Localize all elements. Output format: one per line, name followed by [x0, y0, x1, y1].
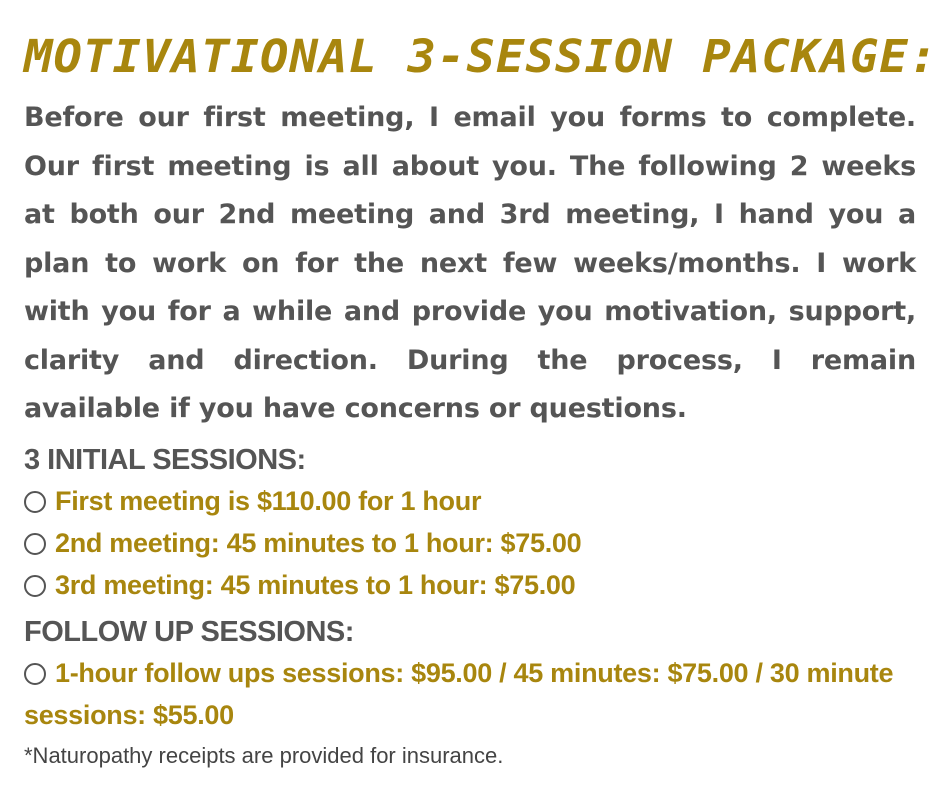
intro-paragraph: Before our first meeting, I email you forms to complete. Our first meeting is all about you. The following 2 weeks at both our 2nd meeting and 3rd meeting, I hand you a plan to work on for the next few weeks/months. I work with you for a while and provide you motivation, support, clarity and direction. During the process, I remain available if you have concerns or questions. [24, 102, 916, 424]
list-item [24, 522, 916, 564]
list-item [24, 652, 916, 736]
initial-sessions-heading: 3 INITIAL SESSIONS: [24, 443, 306, 476]
list-item-text: First meeting is $110.00 for 1 hour [55, 485, 482, 516]
insurance-note: *Naturopathy receipts are provided for insurance. [24, 742, 504, 768]
list-item [24, 480, 916, 522]
circle-bullet-icon [24, 491, 46, 513]
list-item-text: 2nd meeting: 45 minutes to 1 hour: $75.00 [55, 527, 582, 558]
list-item-text: 1-hour follow ups sessions: $95.00 / 45 minutes: $75.00 / 30 minute sessions: $55.00 [24, 657, 894, 730]
page-title: MOTIVATIONAL 3-SESSION PACKAGE: [24, 30, 939, 83]
follow-up-sessions-heading: FOLLOW UP SESSIONS: [24, 615, 354, 648]
circle-bullet-icon [24, 663, 46, 685]
circle-bullet-icon [24, 575, 46, 597]
circle-bullet-icon [24, 533, 46, 555]
list-item [24, 564, 916, 606]
list-item-text: 3rd meeting: 45 minutes to 1 hour: $75.00 [55, 569, 576, 600]
package-description [24, 30, 939, 774]
